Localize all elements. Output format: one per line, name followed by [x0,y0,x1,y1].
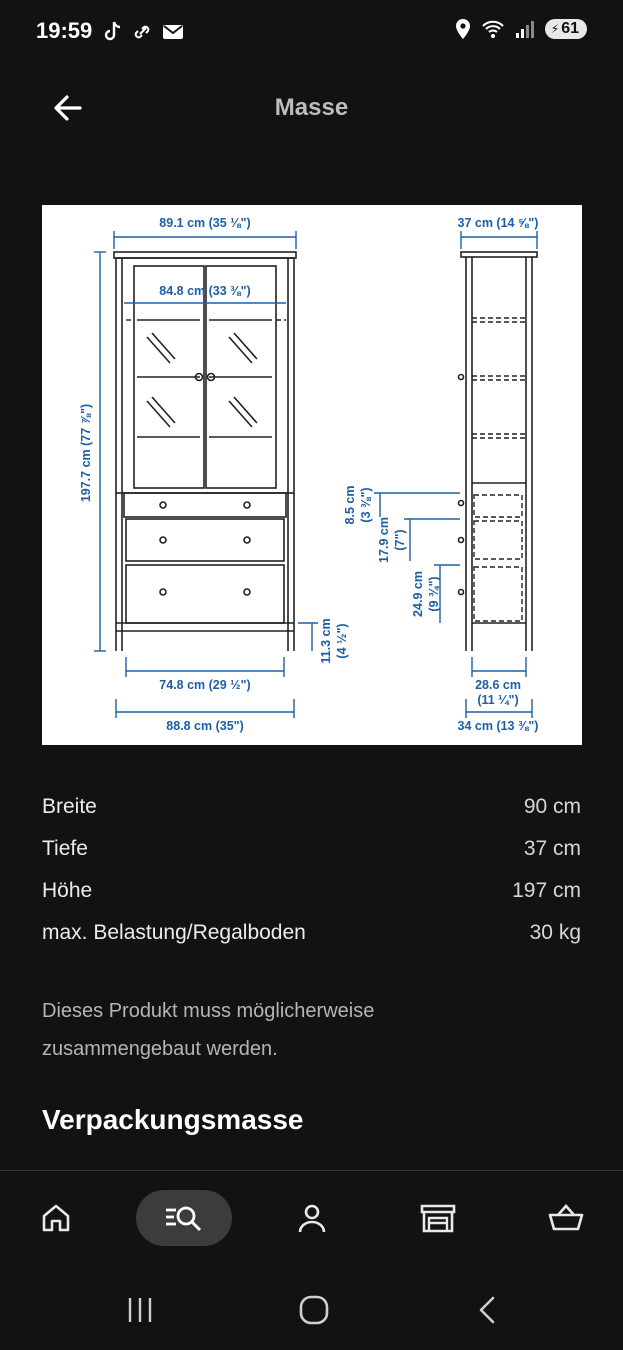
system-icons [455,18,587,40]
dim-drawer1-in: (3 ⅜") [359,487,373,523]
dim-drawer2: 17.9 cm [377,517,391,563]
signal-icon [515,18,535,40]
spec-label: Tiefe [42,837,88,860]
home-circle-icon [298,1294,330,1326]
spec-label: Höhe [42,879,93,902]
search-list-icon [164,1201,204,1235]
back-chevron-icon [473,1295,503,1325]
dim-drawer3: 24.9 cm [411,571,425,617]
page-title: Masse [274,94,349,121]
dim-drawer2-in: (7") [393,529,407,551]
store-icon [419,1201,457,1235]
spec-value: 197 cm [512,879,581,902]
dim-height: 197.7 cm (77 ⅞") [79,403,93,503]
nav-store[interactable] [408,1188,468,1248]
dimension-diagram[interactable] [42,205,582,745]
system-home-button[interactable] [290,1290,338,1330]
dim-width-bottom: 88.8 cm (35") [166,719,244,733]
dim-width-top: 89.1 cm (35 ⅛") [159,216,251,230]
spec-value: 90 cm [523,795,581,818]
nav-home[interactable] [26,1188,86,1248]
dim-drawer3-in: (9 ¾") [427,576,441,612]
dim-depth-inner: 28.6 cm [475,678,521,692]
nav-divider [0,1170,623,1171]
status-time: 19:59 [36,18,93,43]
recents-button[interactable] [116,1290,164,1330]
battery-level: 61 [561,20,579,37]
dim-inner-width: 84.8 cm (33 ⅜") [159,284,251,298]
notification-icons [102,20,184,44]
nav-basket[interactable] [536,1188,596,1248]
dim-leg-in: (4 ½") [335,623,349,659]
tiktok-icon [102,20,124,44]
wifi-icon [481,18,505,40]
spec-label: Breite [42,795,97,818]
recents-icon [125,1295,155,1325]
bottom-nav [0,1176,623,1262]
assembly-note: Dieses Produkt muss möglicherweise zusammengebaut werden. [42,1000,375,1060]
profile-icon [295,1201,329,1235]
spec-row-hoehe [42,870,581,912]
dim-leg: 11.3 cm [319,618,333,664]
spec-row-breite [42,786,581,828]
page-header [0,76,623,140]
home-icon [39,1201,73,1235]
dim-inner-bottom: 74.8 cm (29 ½") [159,678,251,692]
mail-icon [162,20,184,44]
nav-search[interactable] [136,1190,232,1246]
dim-depth-top: 37 cm (14 ⅝") [457,216,539,230]
system-back-button[interactable] [464,1290,512,1330]
spec-row-tiefe [42,828,581,870]
battery-icon: ⚡ 61 [545,19,587,39]
packaging-section-title[interactable]: Verpackungsmasse [42,1104,304,1135]
spec-row-belastung [42,912,581,954]
dim-depth-bottom: 34 cm (13 ⅜") [457,719,539,733]
spec-value: 37 cm [523,837,581,860]
nav-profile[interactable] [282,1188,342,1248]
link-icon [132,20,154,44]
location-icon [455,18,471,40]
system-nav [0,1270,623,1350]
spec-list [42,786,581,954]
status-bar [0,0,623,64]
spec-value: 30 kg [529,921,581,944]
dim-depth-inner-in: (11 ¼") [477,693,519,707]
dim-drawer1: 8.5 cm [343,485,357,525]
spec-label: max. Belastung/Regalboden [42,921,306,944]
cabinet-drawing [42,205,582,745]
basket-icon [547,1201,585,1235]
